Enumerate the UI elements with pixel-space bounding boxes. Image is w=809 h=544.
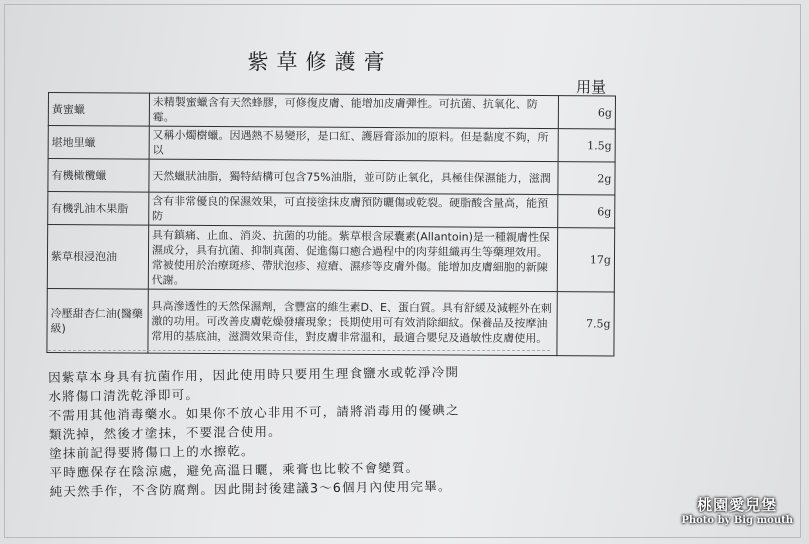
ingredient-name: 堪地里蠟 xyxy=(48,126,149,160)
table-row xyxy=(47,225,614,292)
ingredient-qty: 1.5g xyxy=(558,129,615,162)
ingredient-name: 有機乳油木果脂 xyxy=(48,192,149,226)
unit-header: 用量 xyxy=(576,78,607,96)
ingredient-name: 有機橄欖蠟 xyxy=(48,159,149,193)
ingredient-table xyxy=(46,92,616,356)
note-line: 水將傷口清洗乾淨即可。 xyxy=(48,386,200,404)
ingredient-desc: 天然蠟狀油脂，獨特結構可包含75%油脂，並可防止氧化，具極佳保濕能力，滋潤 xyxy=(149,159,558,194)
watermark xyxy=(681,494,793,526)
ingredient-desc: 具高滲透性的天然保濕劑，含豐富的維生素D、E、蛋白質。具有舒緩及減輕外在刺激的功用。可改善皮膚乾燥發癢現象；長期使用可有效消除細紋。保養品及按摩油常用的基底油，滋潤效果奇佳，對皮膚非常溫和，最適合嬰兒及過敏性皮膚使用。 xyxy=(148,289,558,355)
note-line: 平時應保存在陰涼處，避免高溫日曬，乘膏也比較不會變質。 xyxy=(49,459,420,480)
ingredient-name: 黃蜜蠟 xyxy=(48,93,149,127)
ingredient-qty: 2g xyxy=(558,162,615,195)
usage-notes xyxy=(48,361,570,501)
ingredient-qty: 7.5g xyxy=(557,292,614,356)
table-row xyxy=(47,288,614,355)
table-row xyxy=(48,192,615,228)
divider xyxy=(48,350,550,351)
ingredient-name: 冷壓甜杏仁油(醫藥級) xyxy=(47,288,148,353)
note-line: 不需用其他消毒藥水。如果你不放心非用不可，請將消毒用的優碘之 xyxy=(48,402,460,423)
watermark-title: 桃園愛兒堡 xyxy=(697,496,778,514)
note-line: 純天然手作，不含防腐劑。因此開封後建議3～6個月內使用完畢。 xyxy=(49,478,452,499)
ingredient-desc: 具有鎮痛、止血、消炎、抗菌的功能。紫草根含尿囊素(Allantoin)是一種親膚性保濕成分，具有抗菌、抑制真菌、促進傷口癒合過程中的肉芽組織再生等藥理效用。常被使用於治療斑疹、帶狀泡疹、痘瘡、濕疹等皮膚外傷。能增加皮膚細胞的新陳代謝。 xyxy=(148,225,558,291)
ingredient-qty: 6g xyxy=(558,96,615,129)
table-row xyxy=(48,159,615,195)
table-row xyxy=(48,93,615,129)
ingredient-qty: 17g xyxy=(557,228,614,292)
ingredient-qty: 6g xyxy=(558,195,615,228)
document-title: 紫草修護膏 xyxy=(247,50,393,74)
ingredient-desc: 未精製蜜蠟含有天然蜂膠，可修復皮膚、能增加皮膚彈性。可抗菌、抗氧化、防霉。 xyxy=(149,93,558,128)
note-line: 類洗掉，然後才塗抹，不要混合使用。 xyxy=(48,423,282,442)
note-line: 因紫草本身具有抗菌作用，因此使用時只要用生理食鹽水或乾淨冷開 xyxy=(48,364,460,385)
table-row xyxy=(48,126,615,162)
ingredient-desc: 含有非常優良的保濕效果，可直接塗抹皮膚預防曬傷或乾裂。硬脂酸含量高，能預防 xyxy=(149,192,558,227)
ingredient-desc: 又稱小燭樹蠟。因遇熱不易變形，是口紅、護唇膏添加的原料。但是黏度不夠，所以 xyxy=(149,126,558,161)
watermark-credit: Photo by Big mouth xyxy=(681,515,793,526)
note-line: 塗抹前記得要將傷口上的水擦乾。 xyxy=(49,443,255,461)
ingredient-name: 紫草根浸泡油 xyxy=(47,225,148,290)
